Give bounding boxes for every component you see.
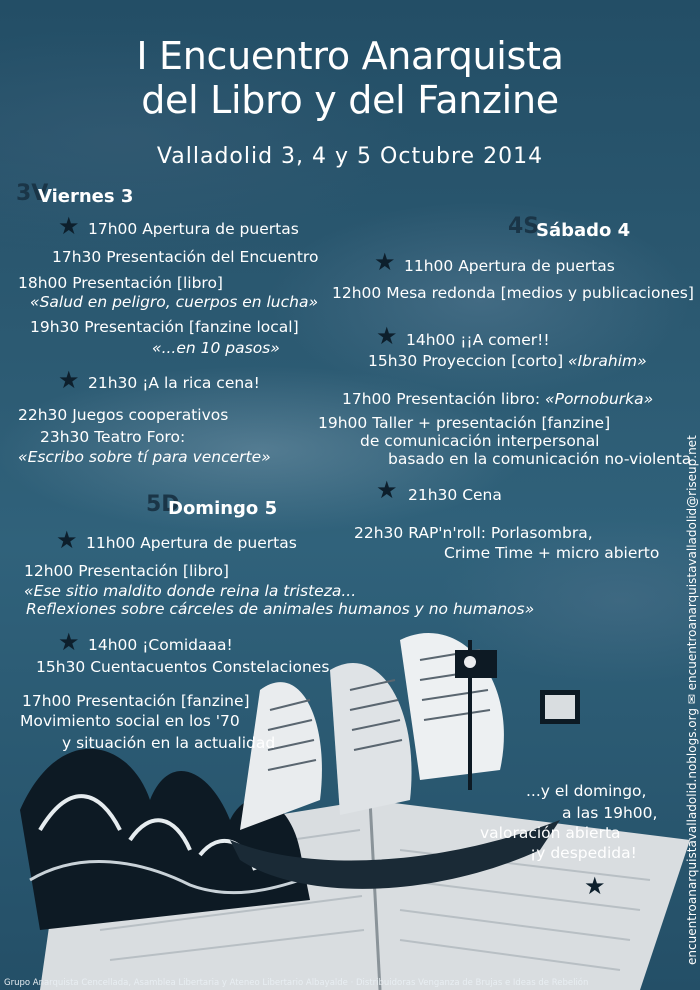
star-icon: ★ — [376, 322, 398, 350]
saturday-event: 19h00 Taller + presentación [fanzine] — [318, 414, 611, 432]
friday-event: 18h00 Presentación [libro] — [18, 274, 223, 292]
star-icon: ★ — [56, 526, 78, 554]
sunday-event-detail: «Ese sitio maldito donde reina la tristeza... — [24, 582, 357, 600]
title-line-2: del Libro y del Fanzine — [141, 78, 559, 122]
sunday-event: 17h00 Presentación [fanzine] — [22, 692, 250, 710]
star-icon: ★ — [584, 872, 606, 900]
title-line-1: I Encuentro Anarquista — [136, 34, 564, 78]
friday-event: 22h30 Juegos cooperativos — [18, 406, 229, 424]
friday-event: 21h30 ¡A la rica cena! — [88, 374, 260, 392]
saturday-event: 17h00 Presentación libro: «Pornoburka» — [342, 390, 654, 408]
closing-note: valoración abierta — [480, 824, 621, 842]
friday-event-detail: «Salud en peligro, cuerpos en lucha» — [30, 293, 319, 311]
sunday-event-detail: Movimiento social en los '70 — [20, 712, 240, 730]
friday-event: 17h30 Presentación del Encuentro — [52, 248, 319, 266]
closing-note: a las 19h00, — [562, 804, 658, 822]
friday-event-detail: «...en 10 pasos» — [152, 339, 280, 357]
saturday-ghost-mark: 4S — [508, 214, 540, 239]
star-icon: ★ — [374, 248, 396, 276]
event-dates: Valladolid 3, 4 y 5 Octubre 2014 — [156, 144, 544, 169]
saturday-event-detail: Crime Time + micro abierto — [444, 544, 660, 562]
star-icon: ★ — [58, 366, 80, 394]
saturday-event: 21h30 Cena — [408, 486, 502, 504]
sunday-heading: Domingo 5 — [168, 498, 278, 519]
friday-event-detail: «Escribo sobre tí para vencerte» — [18, 448, 271, 466]
friday-event: 17h00 Apertura de puertas — [88, 220, 299, 238]
contact-info: encuentroanarquistavalladolid.noblogs.org ✉ encuentroanarquistavalladolid@riseup.net — [685, 435, 699, 965]
closing-note: ...y el domingo, — [526, 782, 647, 800]
sunday-event-detail: Reflexiones sobre cárceles de animales humanos y no humanos» — [26, 600, 535, 618]
sunday-event: 12h00 Presentación [libro] — [24, 562, 229, 580]
saturday-event: 12h00 Mesa redonda [medios y publicaciones] — [332, 284, 694, 302]
sunday-event: 14h00 ¡Comidaaa! — [88, 636, 233, 654]
sunday-event-detail: y situación en la actualidad — [62, 734, 276, 752]
saturday-event: 14h00 ¡¡A comer!! — [406, 331, 550, 349]
friday-heading: Viernes 3 — [38, 186, 134, 207]
saturday-event: 22h30 RAP'n'roll: Porlasombra, — [354, 524, 593, 542]
saturday-event: 15h30 Proyeccion [corto] «Ibrahim» — [368, 352, 647, 370]
saturday-heading: Sábado 4 — [536, 220, 631, 241]
sunday-ghost-mark: 5D — [146, 492, 180, 517]
sunday-event: 11h00 Apertura de puertas — [86, 534, 297, 552]
star-icon: ★ — [58, 628, 80, 656]
organizers-credits: Grupo Anarquista Cencellada, Asamblea Libertaria y Ateneo Libertario Albayalde · Distribuidoras Venganza de Brujas e Ideas de Rebelión — [4, 978, 589, 988]
sunday-event: 15h30 Cuentacuentos Constelaciones — [36, 658, 330, 676]
friday-event: 23h30 Teatro Foro: — [40, 428, 186, 446]
saturday-event-detail: de comunicación interpersonal — [360, 432, 600, 450]
closing-note: ¡y despedida! — [530, 844, 637, 862]
friday-ghost-mark: 3V — [16, 181, 49, 206]
saturday-event-detail: basado en la comunicación no-violenta — [388, 450, 692, 468]
saturday-event: 11h00 Apertura de puertas — [404, 257, 615, 275]
star-icon: ★ — [58, 212, 80, 240]
friday-event: 19h30 Presentación [fanzine local] — [30, 318, 299, 336]
star-icon: ★ — [376, 476, 398, 504]
